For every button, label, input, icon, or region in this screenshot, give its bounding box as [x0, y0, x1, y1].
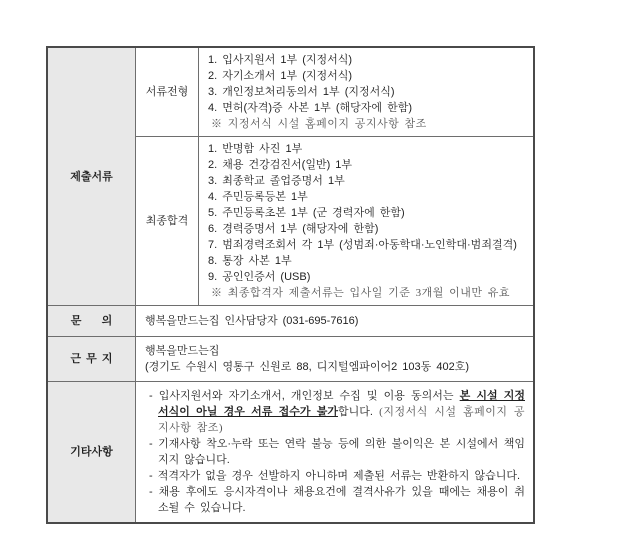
bullet-1-emphasis: 본 시설 지정서식이 아닐 경우 서류 접수가 불가: [158, 390, 525, 418]
doc-item: 7. 범죄경력조회서 각 1부 (성범죄·아동학대·노인학대·범죄결격): [208, 239, 517, 251]
screening-note: ※ 지정서식 시설 홈페이지 공지사항 참조: [211, 118, 427, 130]
other-note-bullet-1: [145, 388, 525, 436]
submission-documents-label: 제출서류: [48, 48, 136, 305]
bullet-1-note: (지정서식 시설 홈페이지 공지사항 참조): [158, 406, 526, 434]
doc-item: 6. 경력증명서 1부 (해당자에 한함): [208, 223, 379, 235]
other-notes-content: [136, 382, 533, 522]
subrow-document-screening: [136, 48, 533, 136]
row-submission-documents: [48, 48, 533, 305]
doc-item: 4. 면허(자격)증 사본 1부 (해당자에 한함): [208, 102, 412, 114]
doc-item: 2. 채용 건강검진서(일반) 1부: [208, 159, 353, 171]
document-screening-label: 서류전형: [136, 48, 199, 136]
doc-item: 9. 공인인증서 (USB): [208, 271, 311, 283]
doc-item: 3. 개인정보처리동의서 1부 (지정서식): [208, 86, 395, 98]
final-acceptance-note: ※ 최종합격자 제출서류는 입사일 기준 3개월 이내만 유효: [211, 287, 511, 299]
inquiry-label: 문 의: [48, 306, 136, 336]
workplace-content: [136, 337, 533, 381]
inquiry-content: 행복을만드는집 인사담당자 (031-695-7616): [145, 315, 359, 327]
doc-item: 2. 자기소개서 1부 (지정서식): [208, 70, 353, 82]
doc-item: 3. 최종학교 졸업증명서 1부: [208, 175, 345, 187]
subrow-final-acceptance: [136, 136, 533, 305]
final-acceptance-label: 최종합격: [136, 137, 199, 305]
workplace-address: (경기도 수원시 영통구 신원로 88, 디지털엠파이어2 103동 402호): [145, 361, 469, 373]
doc-item: 5. 주민등록초본 1부 (군 경력자에 한함): [208, 207, 405, 219]
doc-item: 8. 통장 사본 1부: [208, 255, 292, 267]
workplace-label: 근 무 지: [48, 337, 136, 381]
other-notes-label: 기타사항: [48, 382, 136, 522]
bullet-1-suffix: 합니다.: [337, 406, 380, 418]
final-acceptance-content: [199, 137, 533, 305]
row-other-notes: [48, 381, 533, 522]
row-workplace: [48, 336, 533, 381]
submission-subrows: [136, 48, 533, 305]
document-screening-content: [199, 48, 533, 136]
other-note-bullet-3: - 적격자가 없을 경우 선발하지 아니하며 제출된 서류는 반환하지 않습니다.: [149, 470, 521, 482]
other-note-bullet-4: - 채용 후에도 응시자격이나 채용요건에 결격사유가 있을 때에는 채용이 취소될 수 있습니다.: [149, 486, 525, 514]
recruitment-info-table: [46, 46, 535, 524]
bullet-1-prefix: - 입사지원서와 자기소개서, 개인정보 수집 및 이용 동의서는: [149, 390, 460, 402]
doc-item: 4. 주민등록등본 1부: [208, 191, 308, 203]
row-inquiry: [48, 305, 533, 336]
other-note-bullet-2: - 기재사항 착오·누락 또는 연락 불능 등에 의한 불이익은 본 시설에서 책임지지 않습니다.: [149, 438, 525, 466]
doc-item: 1. 입사지원서 1부 (지정서식): [208, 54, 353, 66]
doc-item: 1. 반명함 사진 1부: [208, 143, 303, 155]
workplace-name: 행복을만드는집: [145, 345, 220, 357]
